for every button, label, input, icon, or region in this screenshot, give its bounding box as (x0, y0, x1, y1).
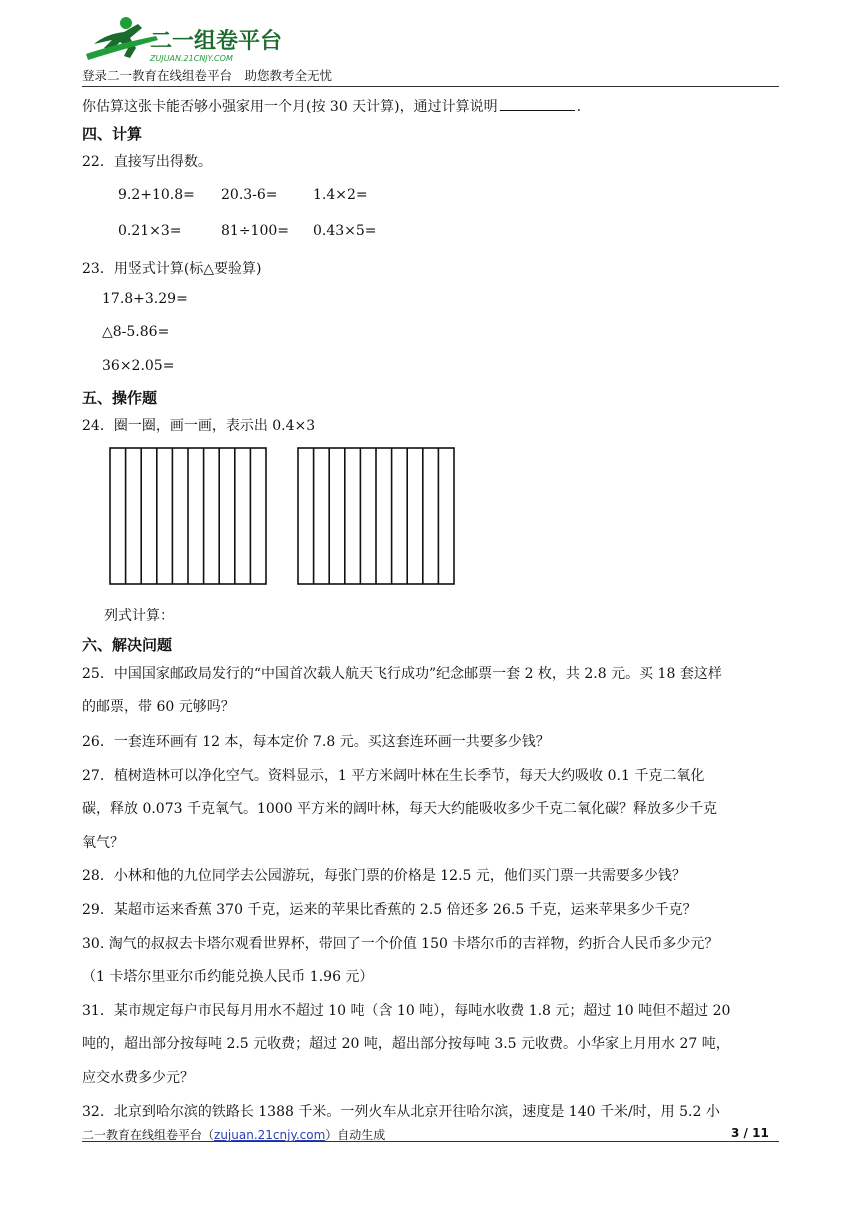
expression-6: 0.43×5= (313, 223, 377, 239)
question-31-line-2: 吨的，超出部分按每吨 2.5 元收费；超过 20 吨，超出部分按每吨 3.5 元收费。小华家上月用水 27 吨， (82, 1036, 730, 1052)
question-24: 24．圈一圈，画一画，表示出 0.4×3 (82, 418, 316, 434)
footer-suffix: ）自动生成 (325, 1128, 386, 1142)
question-28: 28．小林和他的九位同学去公园游玩，每张门票的价格是 12.5 元，他们买门票一共需要多少钱？ (82, 868, 686, 884)
vertical-calc-2: △8-5.86= (102, 324, 170, 340)
question-30-line-1: 30. 淘气的叔叔去卡塔尔观看世界杯，带回了一个价值 150 卡塔尔币的吉祥物，约折合人民币多少元？ (82, 936, 719, 952)
question-27-line-3: 氧气？ (82, 835, 124, 851)
section-6-heading: 六、解决问题 (82, 636, 173, 654)
vertical-calc-3: 36×2.05= (102, 358, 175, 374)
question-24-calc-label: 列式计算： (104, 608, 174, 624)
question-23: 23．用竖式计算(标△要验算) (82, 261, 262, 277)
question-21-text: 你估算这张卡能否够小强家用一个月(按 30 天计算)，通过计算说明 (82, 99, 498, 115)
decimal-grids-figure (104, 444, 464, 588)
logo-url-text: ZUJUAN.21CNJY.COM (150, 54, 233, 63)
question-21-end: . (576, 99, 582, 115)
footer-link[interactable]: zujuan.21cnjy.com (214, 1128, 326, 1142)
runner-logo-icon (86, 17, 158, 60)
grid-left (110, 448, 266, 584)
question-32: 32．北京到哈尔滨的铁路长 1388 千米。一列火车从北京开往哈尔滨，速度是 140 千米/时，用 5.2 小 (82, 1104, 720, 1120)
question-29: 29．某超市运来香蕉 370 千克，运来的苹果比香蕉的 2.5 倍还多 26.5 千克，运来苹果多少千克？ (82, 902, 697, 918)
question-21-tail (82, 96, 581, 116)
expression-2: 20.3-6= (221, 187, 278, 203)
question-30-line-2: （1 卡塔尔里亚尔币约能兑换人民币 1.96 元） (82, 969, 374, 985)
logo (86, 14, 306, 66)
footer-prefix: 二一教育在线组卷平台（ (82, 1128, 215, 1142)
page-number: 3 / 11 (731, 1126, 769, 1140)
section-4-heading: 四、计算 (82, 125, 143, 143)
question-22: 22．直接写出得数。 (82, 154, 212, 170)
expression-5: 81÷100= (221, 223, 289, 239)
expression-1: 9.2+10.8= (118, 187, 195, 203)
expression-4: 0.21×3= (118, 223, 182, 239)
question-26: 26．一套连环画有 12 本，每本定价 7.8 元。买这套连环画一共要多少钱？ (82, 734, 550, 750)
question-25-line-1: 25．中国国家邮政局发行的“中国首次载人航天飞行成功”纪念邮票一套 2 枚，共 2.8 元。买 18 套这样 (82, 666, 722, 682)
footer-text (82, 1126, 385, 1143)
expression-3: 1.4×2= (313, 187, 368, 203)
header-divider (82, 86, 779, 87)
vertical-calc-1: 17.8+3.29= (102, 291, 188, 307)
grid-right (298, 448, 454, 584)
header-tagline: 登录二一教育在线组卷平台 助您教考全无忧 (82, 68, 333, 83)
answer-blank (500, 98, 575, 111)
logo-text: 二一组卷平台 (150, 29, 283, 54)
question-27-line-1: 27．植树造林可以净化空气。资料显示，1 平方米阔叶林在生长季节，每天大约吸收 0.1 千克二氧化 (82, 768, 705, 784)
question-25-line-2: 的邮票，带 60 元够吗？ (82, 699, 235, 715)
question-31-line-3: 应交水费多少元？ (82, 1070, 194, 1086)
section-5-heading: 五、操作题 (82, 389, 158, 407)
question-27-line-2: 碳，释放 0.073 千克氧气。1000 平方米的阔叶林，每天大约能吸收多少千克二氧化碳？释放多少千克 (82, 801, 718, 817)
question-31-line-1: 31．某市规定每户市民每月用水不超过 10 吨（含 10 吨），每吨水收费 1.8 元；超过 10 吨但不超过 20 (82, 1003, 731, 1019)
